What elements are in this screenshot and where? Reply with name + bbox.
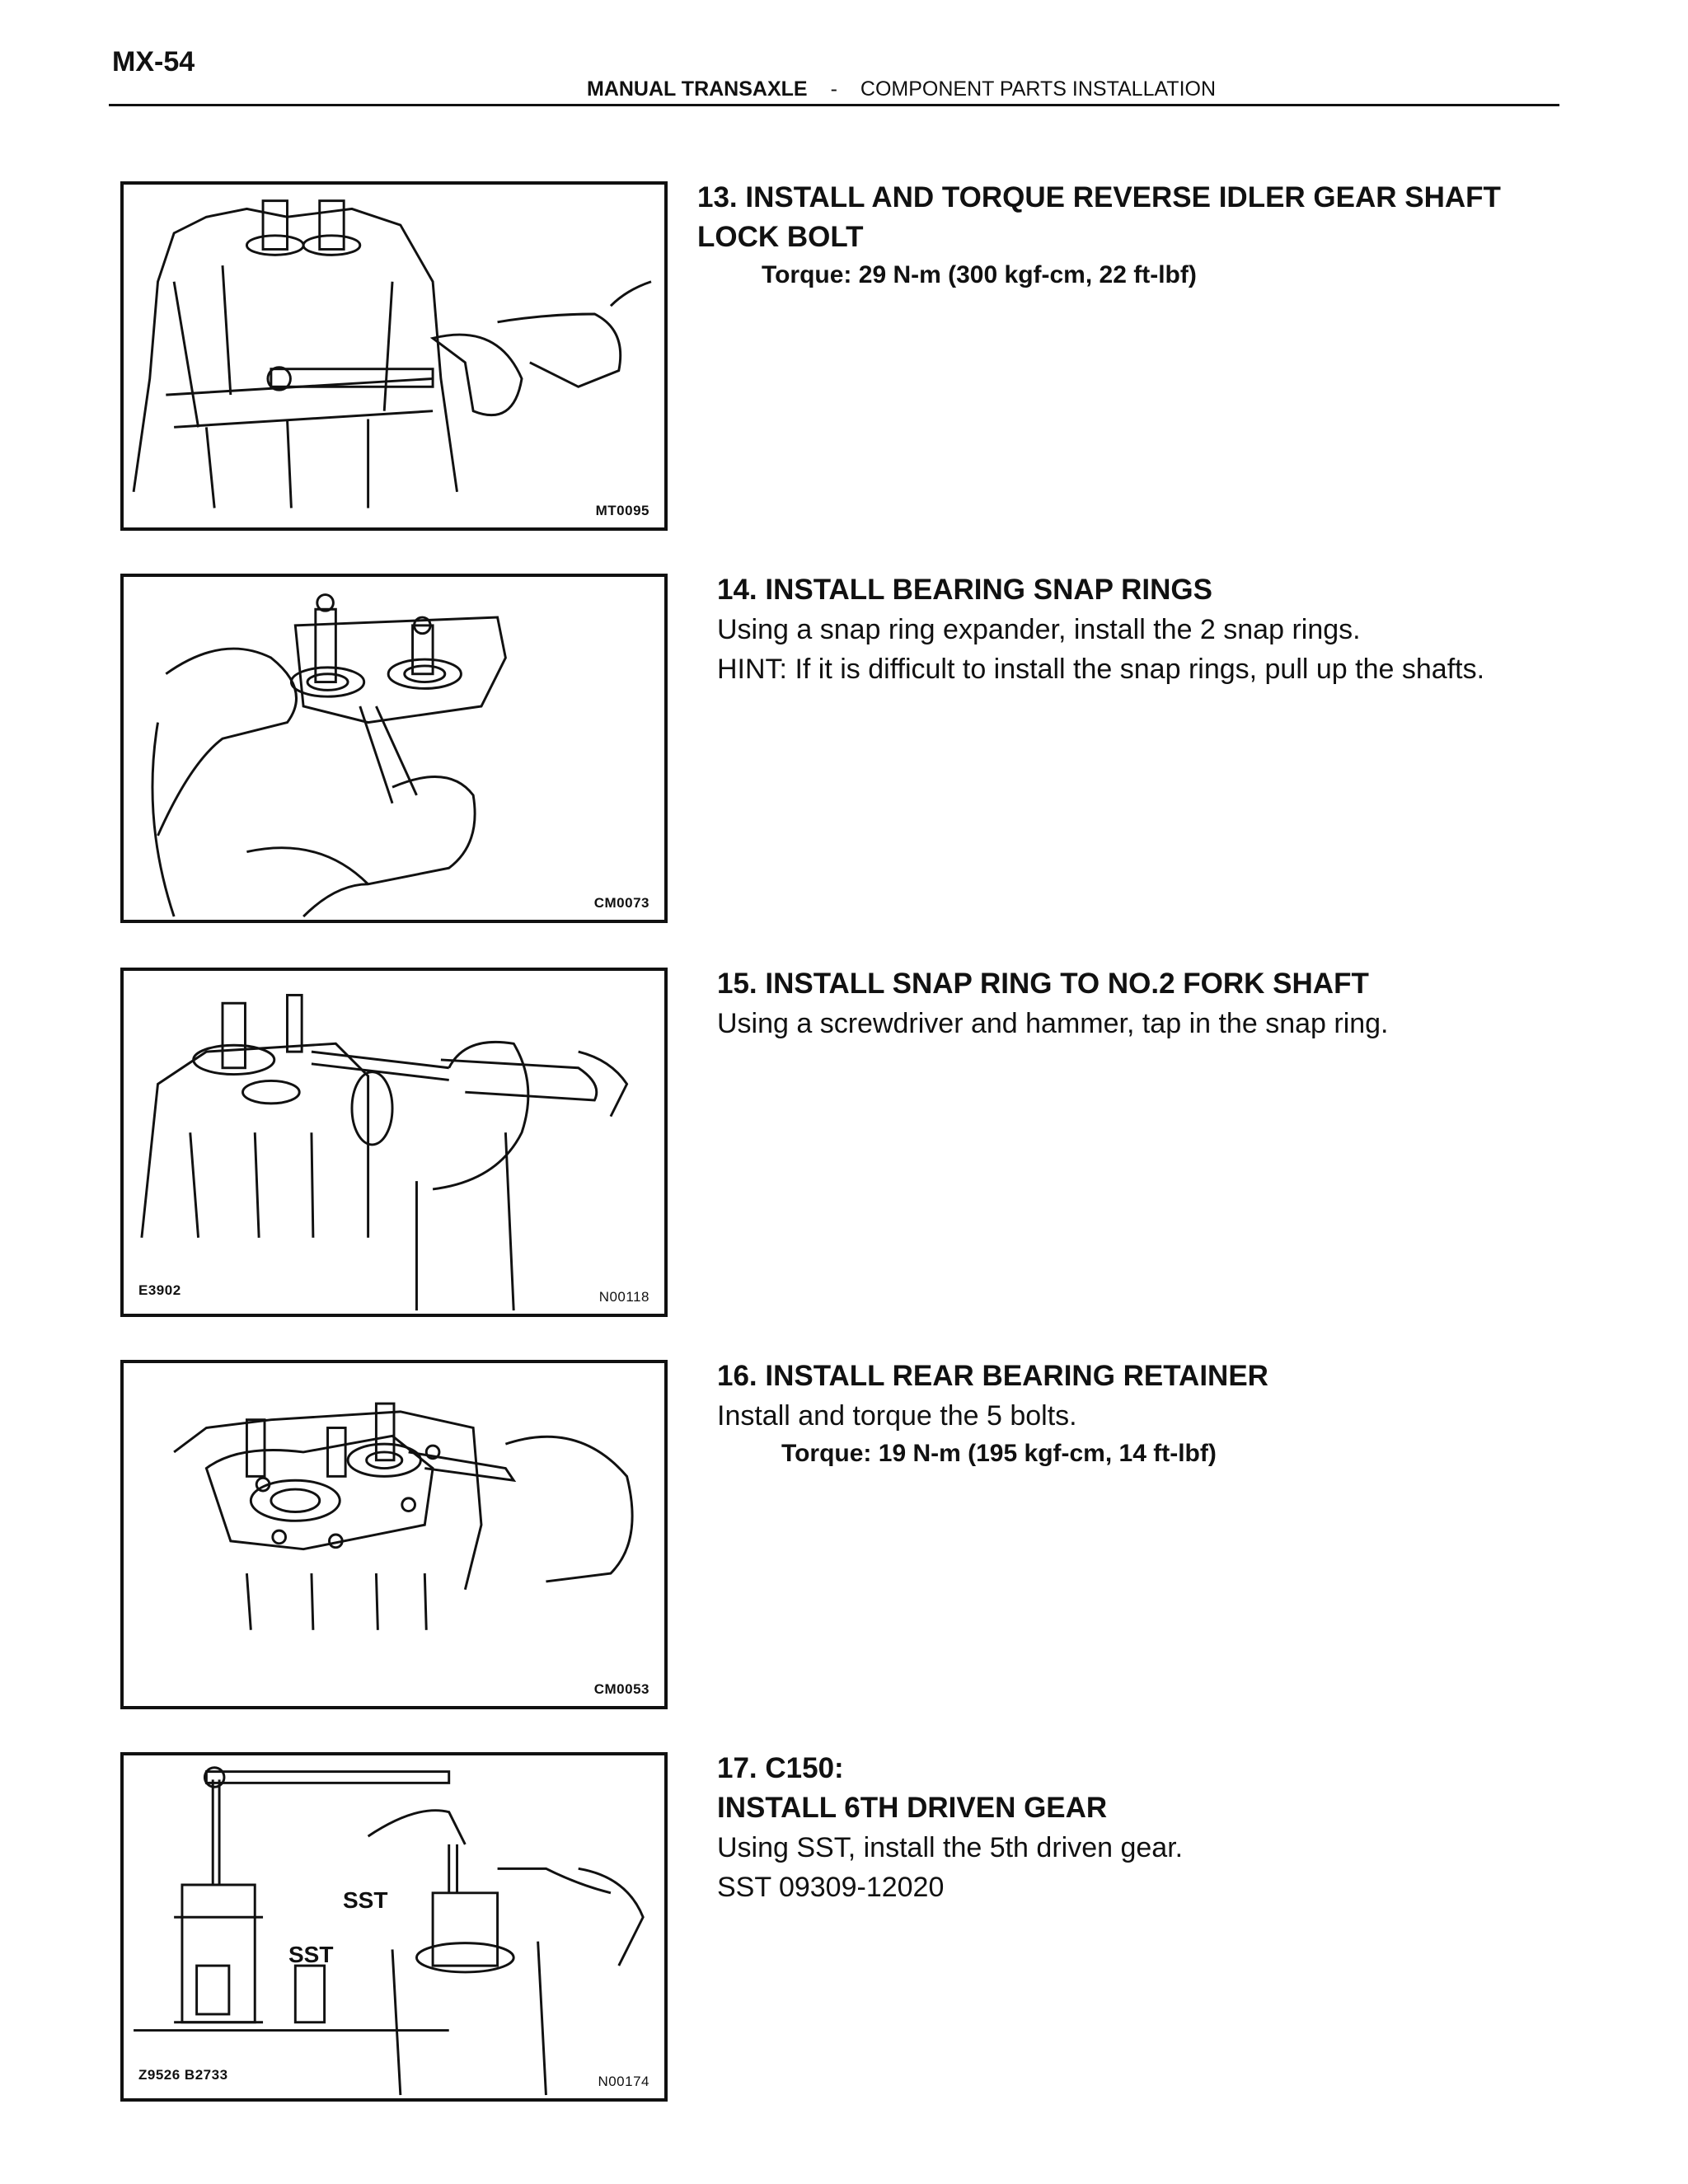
figure-code: CM0053 <box>593 1681 649 1697</box>
step-hint: HINT: If it is difficult to install the snap rings, pull up the shafts. <box>717 654 1485 685</box>
sst-gear-installer-illustration-icon <box>124 1755 664 2098</box>
sst-label: SST <box>343 1887 388 1913</box>
figure-snap-ring-expander <box>120 574 668 923</box>
screwdriver-hammer-illustration-icon <box>124 971 664 1314</box>
figure-code-left: Z9526 B2733 <box>138 2067 228 2083</box>
figure-code: CM0073 <box>593 895 649 911</box>
figure-torque-wrench <box>120 181 668 531</box>
section-title: MANUAL TRANSAXLE <box>587 77 808 101</box>
step-title: 16. INSTALL REAR BEARING RETAINER <box>717 1360 1268 1392</box>
torque-spec: Torque: 29 N-m (300 kgf-cm, 22 ft-lbf) <box>762 261 1197 288</box>
sst-label: SST <box>288 1942 334 1967</box>
step-17 <box>717 1749 1541 1907</box>
page-header <box>587 77 1216 101</box>
sst-number: SST 09309-12020 <box>717 1872 945 1903</box>
page-number: MX-54 <box>112 46 195 77</box>
figure-bearing-retainer <box>120 1360 668 1709</box>
torque-spec: Torque: 19 N-m (195 kgf-cm, 14 ft-lbf) <box>781 1440 1217 1467</box>
figure-screwdriver-hammer <box>120 968 668 1317</box>
step-title: 13. INSTALL AND TORQUE REVERSE IDLER GEAR SHAFT LOCK BOLT <box>697 181 1501 253</box>
step-body: Install and torque the 5 bolts. <box>717 1400 1077 1432</box>
figure-code: MT0095 <box>595 503 649 518</box>
figure-code: N00174 <box>598 2074 649 2089</box>
figure-code-left: E3902 <box>138 1282 181 1298</box>
figure-sst-gear-installer <box>120 1752 668 2102</box>
step-13 <box>697 178 1522 293</box>
step-16 <box>717 1357 1541 1472</box>
header-rule <box>109 104 1559 106</box>
step-title: 17. C150: <box>717 1752 844 1784</box>
torque-wrench-illustration-icon <box>124 185 664 527</box>
header-separator: - <box>830 77 837 101</box>
step-title: 15. INSTALL SNAP RING TO NO.2 FORK SHAFT <box>717 968 1369 1000</box>
step-14 <box>717 570 1541 689</box>
figure-code: N00118 <box>598 1289 649 1305</box>
bearing-retainer-wrench-illustration-icon <box>124 1363 664 1706</box>
subsection-title: COMPONENT PARTS INSTALLATION <box>860 77 1217 101</box>
step-subtitle: INSTALL 6TH DRIVEN GEAR <box>717 1792 1108 1824</box>
step-body: Using SST, install the 5th driven gear. <box>717 1832 1184 1863</box>
step-title: 14. INSTALL BEARING SNAP RINGS <box>717 574 1212 606</box>
step-body: Using a snap ring expander, install the 2 snap rings. <box>717 614 1361 645</box>
step-body: Using a screwdriver and hammer, tap in the snap ring. <box>717 1008 1389 1039</box>
snap-ring-expander-illustration-icon <box>124 577 664 920</box>
step-15 <box>717 964 1541 1043</box>
